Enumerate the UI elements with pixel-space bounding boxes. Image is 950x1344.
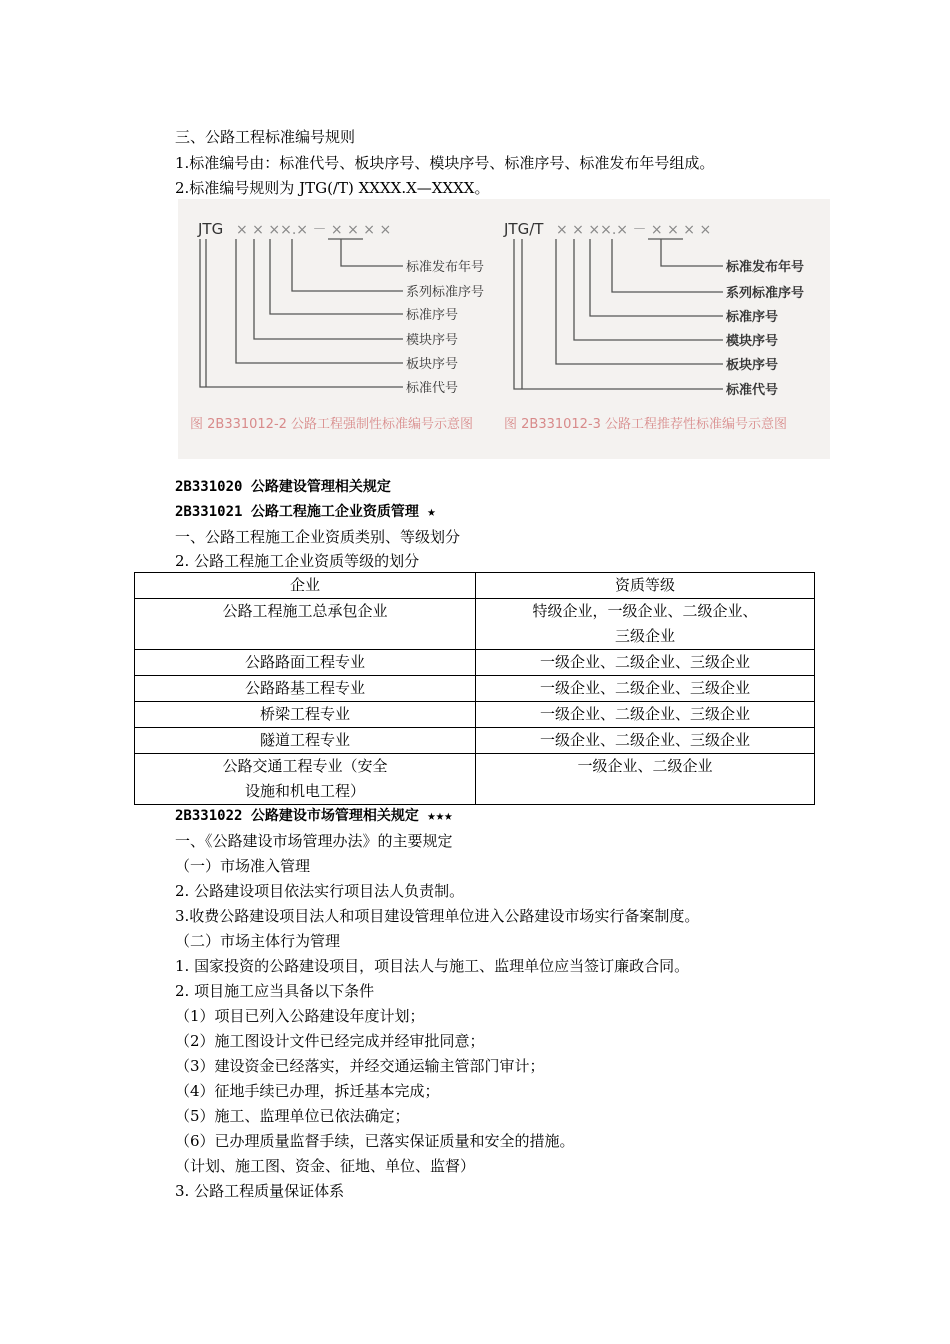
section-title: 2B331022 公路建设市场管理相关规定 ★★★ [175,808,453,824]
text-line: 3. 公路工程质量保证体系 [175,1182,345,1200]
text-line: （4）征地手续已办理，拆迁基本完成； [175,1082,440,1100]
grade-cell: 一级企业、二级企业 [476,754,815,805]
grade-cell: 特级企业，一级企业、二级企业、 三级企业 [476,599,815,650]
text-line: （二）市场主体行为管理 [175,932,341,950]
enterprise-cell: 公路路面工程专业 [135,650,476,676]
text-line: 2. 公路工程施工企业资质等级的划分 [175,552,420,570]
table-row [135,702,815,728]
diagram-left [197,220,403,387]
table-row [135,754,815,805]
text-line: （3）建设资金已经落实，并经交通运输主管部门审计； [175,1057,545,1075]
label-module-right: 模块序号 [726,334,779,349]
text-line: 2.标准编号规则为 JTG(/T) XXXX.X—XXXX。 [175,179,490,197]
label-code-right: 标准代号 [726,383,779,398]
text-line: 一、《公路建设市场管理办法》的主要规定 [175,832,453,850]
table-row [135,650,815,676]
enterprise-cell: 公路交通工程专业（安全 设施和机电工程） [135,754,476,805]
table-row [135,676,815,702]
grade-cell: 一级企业、二级企业、三级企业 [476,650,815,676]
text-line: 1.标准编号由：标准代号、板块序号、模块序号、标准序号、标准发布年号组成。 [175,154,715,172]
label-code-left: 标准代号 [406,381,459,396]
enterprise-cell: 公路工程施工总承包企业 [135,599,476,650]
pattern-text-left: × × ××.× － × × × × [236,222,392,238]
text-line: 3.收费公路建设项目法人和项目建设管理单位进入公路建设市场实行备案制度。 [175,907,700,925]
code-text-left: JTG [198,220,224,238]
text-line: （1）项目已列入公路建设年度计划； [175,1007,425,1025]
diagram-right [503,220,723,389]
text-line: 1. 国家投资的公路建设项目，项目法人与施工、监理单位应当签订廉政合同。 [175,957,690,975]
code-text-right: JTG/T [504,220,544,238]
enterprise-cell: 隧道工程专业 [135,728,476,754]
label-std-left: 标准序号 [406,308,459,323]
text-line: （计划、施工图、资金、征地、单位、监督） [175,1157,476,1175]
standard-number-diagram [178,199,830,459]
text-line: （2）施工图设计文件已经完成并经审批同意； [175,1032,485,1050]
text-line: 2. 项目施工应当具备以下条件 [175,982,375,1000]
grade-cell: 一级企业、二级企业、三级企业 [476,702,815,728]
label-block-right: 板块序号 [726,358,779,373]
text-line: （6）已办理质量监督手续，已落实保证质量和安全的措施。 [175,1132,575,1150]
text-line: 一、公路工程施工企业资质类别、等级划分 [175,528,461,546]
enterprise-cell: 公路路基工程专业 [135,676,476,702]
caption-left: 图 2B331012-2 公路工程强制性标准编号示意图 [190,417,474,432]
enterprise-cell: 桥梁工程专业 [135,702,476,728]
grade-cell: 一级企业、二级企业、三级企业 [476,676,815,702]
grade-cell: 一级企业、二级企业、三级企业 [476,728,815,754]
column-header: 企业 [135,573,476,599]
pattern-text-right: × × ××.× － × × × × [556,222,712,238]
label-series-right: 系列标准序号 [726,286,805,301]
qualification-table [134,572,815,805]
column-header: 资质等级 [476,573,815,599]
text-line: （一）市场准入管理 [175,857,311,875]
label-year-left: 标准发布年号 [406,260,485,275]
label-module-left: 模块序号 [406,333,459,348]
table-row [135,599,815,650]
caption-right: 图 2B331012-3 公路工程推荐性标准编号示意图 [504,417,788,432]
table-header-row [135,573,815,599]
label-block-left: 板块序号 [406,357,459,372]
label-series-left: 系列标准序号 [406,285,485,300]
label-std-right: 标准序号 [726,310,779,325]
section-title: 2B331020 公路建设管理相关规定 [175,479,391,495]
text-line: （5）施工、监理单位已依法确定； [175,1107,410,1125]
text-line: 2. 公路建设项目依法实行项目法人负责制。 [175,882,465,900]
table-row [135,728,815,754]
label-year-right: 标准发布年号 [726,260,805,275]
subsection-title: 2B331021 公路工程施工企业资质管理 ★ [175,504,436,520]
section-heading: 三、公路工程标准编号规则 [175,128,356,146]
